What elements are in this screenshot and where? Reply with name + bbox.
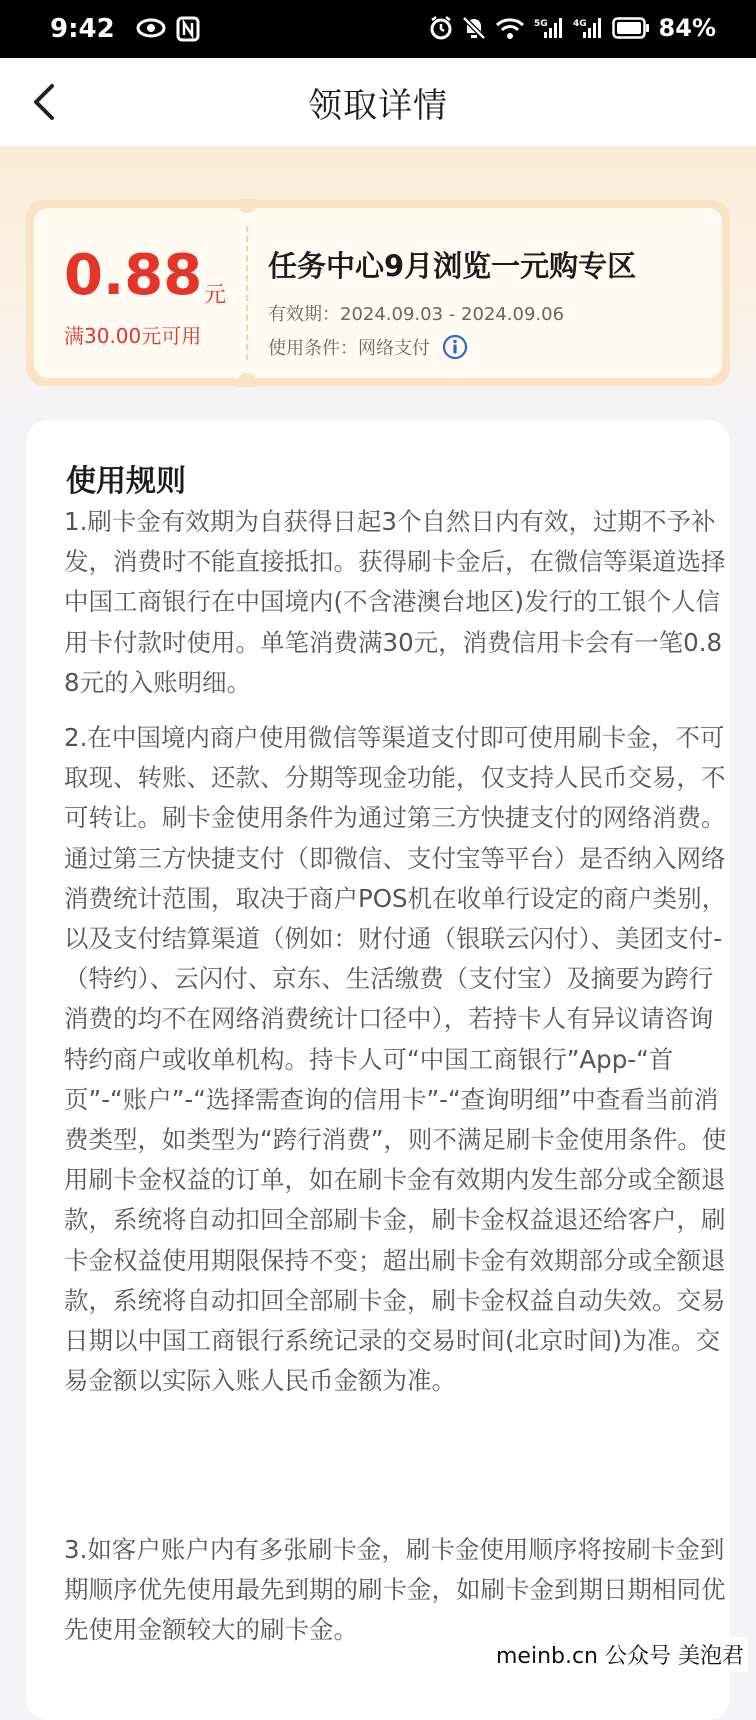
battery-icon xyxy=(612,17,650,39)
rules-card xyxy=(26,420,730,1720)
svg-text:5G: 5G xyxy=(533,19,548,29)
coupon-notch-bottom xyxy=(237,373,257,387)
coupon-use-condition xyxy=(268,334,468,360)
coupon-divider xyxy=(246,226,248,360)
coupon-use-condition-text: 使用条件：网络支付 xyxy=(268,338,430,359)
watermark: meinb.cn 公众号 美泡君 xyxy=(492,1637,748,1672)
coupon-amount-unit: 元 xyxy=(204,283,227,308)
nfc-icon xyxy=(176,16,200,42)
coupon-amount: 0.88 xyxy=(64,243,203,308)
rule-item-1: 1.刷卡金有效期为自获得日起3个自然日内有效，过期不予补发，消费时不能直接抵扣。获得刷卡金后，在微信等渠道选择中国工商银行在中国境内(不含港澳台地区)发行的工银个人信用卡付款时使用。单笔消费满30元，消费信用卡会有一笔0.88元的入账明细。 xyxy=(64,507,726,697)
coupon-amount-section xyxy=(34,208,226,378)
wifi-icon xyxy=(495,16,525,40)
status-time: 9:42 xyxy=(50,14,115,44)
rule-item-2: 2.在中国境内商户使用微信等渠道支付即可使用刷卡金，不可取现、转账、还款、分期等现金功能，仅支持人民币交易，不可转让。刷卡金使用条件为通过第三方快捷支付的网络消费。通过第三方快捷支付（即微信、支付宝等平台）是否纳入网络消费统计范围，取决于商户POS机在收单行设定的商户类别，以及支付结算渠道（例如：财付通（银联云闪付）、美团支付-（特约）、云闪付、京东、生活缴费（支付宝）及摘要为跨行消费的均不在网络消费统计口径中），若持卡人有异议请咨询特约商户或收单机构。持卡人可“中国工商银行”App-“首页”-“账户”-“选择需查询的信用卡”-“查询明细”中查看当前消费类型，如类型为“跨行消费”，则不满足刷卡金使用条件。使用刷卡金权益的订单，如在刷卡金有效期内发生部分或全额退款，系统将自动扣回全部刷卡金，刷卡金权益退还给客户，刷卡金权益使用期限保持不变；超出刷卡金有效期部分或全额退款，系统将自动扣回全部刷卡金，刷卡金权益自动失效。交易日期以中国工商银行系统记录的交易时间(北京时间)为准。交易金额以实际入账人民币金额为准。 xyxy=(64,723,727,1396)
signal-5g-icon xyxy=(534,16,564,40)
rules-heading: 使用规则 xyxy=(66,464,186,499)
coupon-card xyxy=(26,200,730,386)
coupon-condition: 满30.00元可用 xyxy=(64,324,202,348)
coupon-body xyxy=(34,208,722,378)
alarm-icon xyxy=(429,15,453,41)
coupon-notch-top xyxy=(237,199,257,213)
svg-text:4G: 4G xyxy=(572,19,587,29)
signal-4g-icon xyxy=(573,16,603,40)
mute-icon xyxy=(462,15,486,41)
coupon-validity: 有效期：2024.09.03 - 2024.09.06 xyxy=(268,304,565,325)
rule-item-3: 3.如客户账户内有多张刷卡金，刷卡金使用顺序将按刷卡金到期顺序优先使用最先到期的刷卡金，如刷卡金到期日期相同优先使用金额较大的刷卡金。 xyxy=(64,1535,726,1645)
status-bar xyxy=(0,0,756,58)
eye-icon xyxy=(136,16,166,42)
top-bar xyxy=(0,58,756,146)
page-title: 领取详情 xyxy=(308,86,448,126)
battery-percent: 84% xyxy=(658,14,716,42)
coupon-title: 任务中心9月浏览一元购专区 xyxy=(268,249,637,283)
info-icon[interactable] xyxy=(442,334,468,360)
